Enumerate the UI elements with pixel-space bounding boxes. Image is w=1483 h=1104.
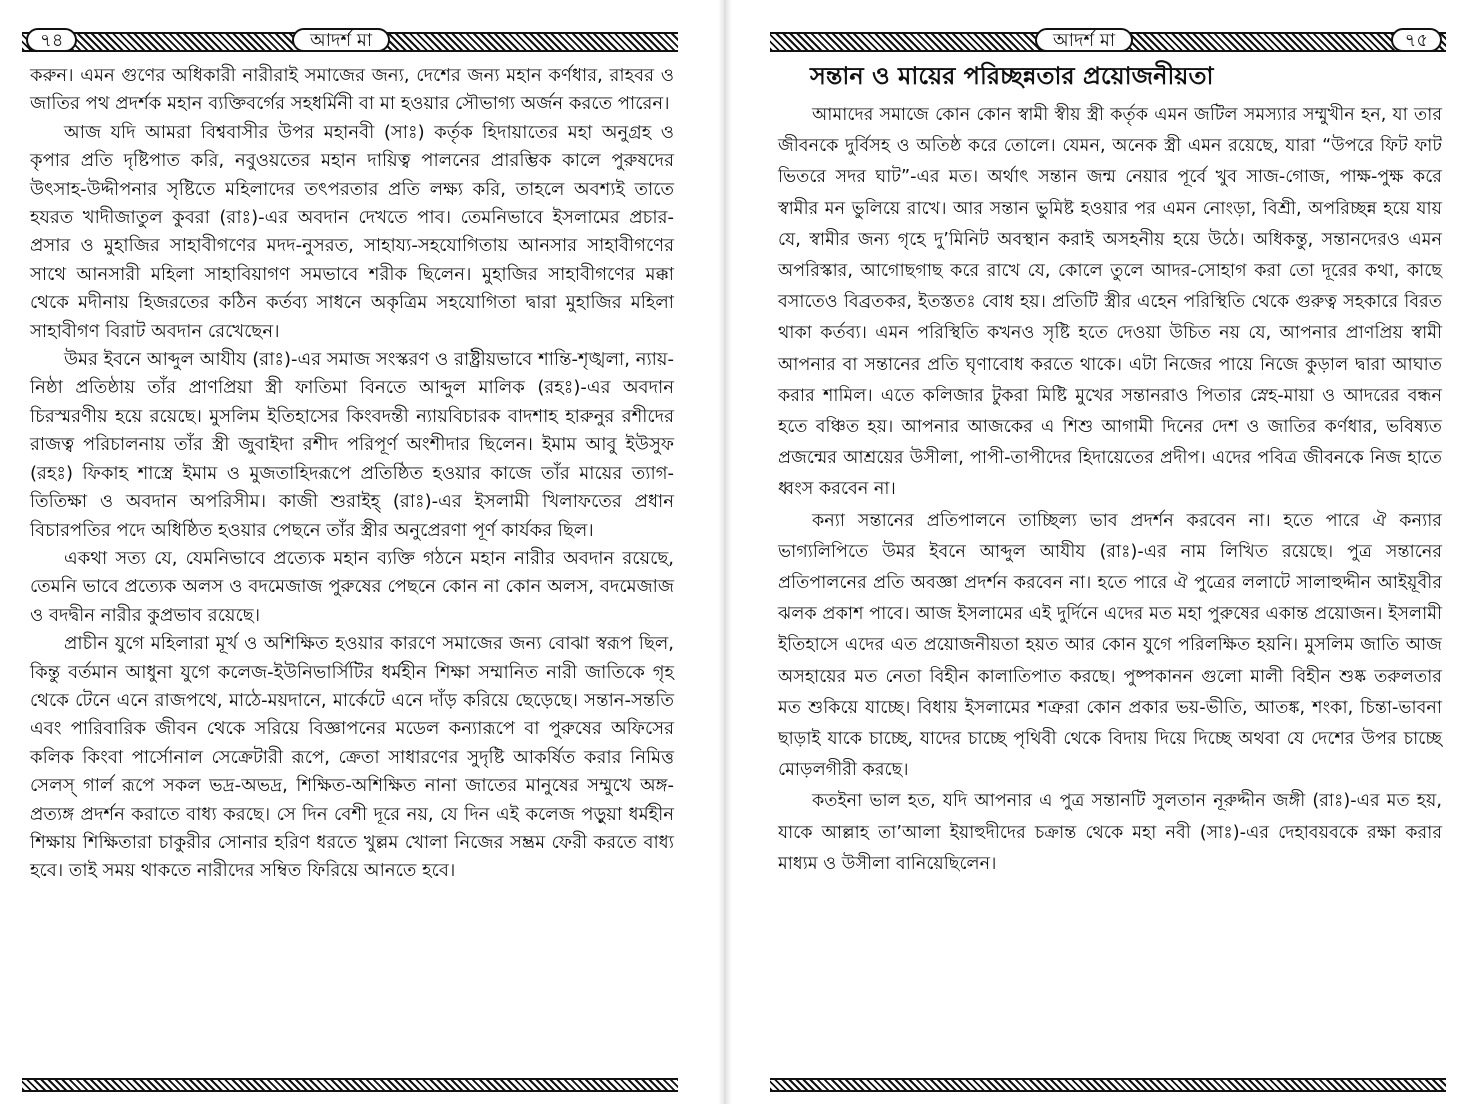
footer-decorative-border — [22, 1078, 678, 1092]
left-page-header — [22, 28, 678, 52]
left-page — [22, 0, 678, 1104]
left-running-title: আদর্শ মা — [292, 28, 390, 52]
paragraph: কন্যা সন্তানের প্রতিপালনে তাচ্ছিল্য ভাব প্রদর্শন করবেন না। হতে পারে ঐ কন্যার ভাগ্যলিপিতে উমর ইবনে আব্দুল আযীয (রাঃ)-এর নাম লিখিত রয়েছে। পুত্র সন্তানের প্রতিপালনের প্রতি অবজ্ঞা প্রদর্শন করবেন না। হতে পারে ঐ পুত্রের ললাটে সালাহুদ্দীন আইয়ূবীর ঝলক প্রকাশ পাবে। আজ ইসলামের এই দুর্দিনে এদের মত মহা পুরুষের একান্ত প্রয়োজন। ইসলামী ইতিহাসে এদের এত প্রয়োজনীয়তা হয়ত আর কোন যুগে পরিলক্ষিত হয়নি। মুসলিম জাতি আজ অসহায়ের মত নেতা বিহীন কালাতিপাত করছে। পুষ্পকানন গুলো মালী বিহীন শুষ্ক তরুলতার মত শুকিয়ে যাচ্ছে। বিধায় ইসলামের শত্রুরা কোন প্রকার ভয়-ভীতি, আতঙ্ক, শংকা, চিন্তা-ভাবনা ছাড়াই যাকে চাচ্ছে, যাদের চাচ্ছে পৃথিবী থেকে বিদায় দিয়ে দিচ্ছে অথবা যে দেশের উপর চাচ্ছে মোড়লগীরী করছে। — [778, 510, 1442, 781]
right-running-title: আদর্শ মা — [1035, 28, 1133, 52]
right-page-number: ৭৫ — [1391, 28, 1442, 52]
paragraph: একথা সত্য যে, যেমনিভাবে প্রত্যেক মহান ব্যক্তি গঠনে মহান নারীর অবদান রয়েছে, তেমনি ভাবে প্রত্যেক অলস ও বদমেজাজ পুরুষের পেছনে কোন না কোন অলস, বদমেজাজ ও বদদ্বীন নারীর কুপ্রভাব রয়েছে। — [30, 547, 674, 626]
right-page — [770, 0, 1446, 1104]
paragraph: আমাদের সমাজে কোন কোন স্বামী স্বীয় স্ত্রী কর্তৃক এমন জটিল সমস্যার সম্মুখীন হন, যা তার জীবনকে দুর্বিসহ ও অতিষ্ঠ করে তোলে। যেমন, অনেক স্ত্রী এমন রয়েছে, যারা “উপরে ফিট ফাট ভিতরে সদর ঘাট”-এর মত। অর্থাৎ সন্তান জন্ম নেয়ার পূর্বে খুব সাজ-গোজ, পাক্ষ-পুক্ষ করে স্বামীর মন ভুলিয়ে রাখে। আর সন্তান ভুমিষ্ট হওয়ার পর এমন নোংড়া, বিশ্রী, অপরিচ্ছন্ন হয়ে যায় যে, স্বামীর জন্য গৃহে দু’মিনিট অবস্থান করাই অসহনীয় হয়ে উঠে। অধিকন্তু, সন্তানদেরও এমন অপরিস্কার, আগোছগাছ করে রাখে যে, কোলে তুলে আদর-সোহাগ করা তো দূরের কথা, কাছে বসাতেও বিব্রতকর, ইতস্ততঃ বোধ হয়। প্রতিটি স্ত্রীর এহেন পরিস্থিতি থেকে গুরুত্ব সহকারে বিরত থাকা কর্তব্য। এমন পরিস্থিতি কখনও সৃষ্টি হতে দেওয়া উচিত নয় যে, আপনার প্রাণপ্রিয় স্বামী আপনার বা সন্তানের প্রতি ঘৃণাবোধ করতে থাকে। এটা নিজের পায়ে নিজে কুড়াল দ্বারা আঘাত করার শামিল। এতে কলিজার টুকরা মিষ্টি মুখের সন্তানরাও পিতার স্নেহ-মায়া ও আদরের বন্ধন হতে বঞ্চিত হয়। আপনার আজকের এ শিশু আগামী দিনের দেশ ও জাতির কর্ণধার, ভবিষ্যত প্রজন্মের আশ্রয়ের উসীলা, পাপী-তাপীদের হিদায়েতের প্রদীপ। এদের পবিত্র জীবনকে নিজ হাতে ধ্বংস করবেন না। — [778, 105, 1442, 500]
left-page-body — [30, 62, 674, 886]
book-gutter — [718, 0, 732, 1104]
paragraph: উমর ইবনে আব্দুল আযীয (রাঃ)-এর সমাজ সংস্করণ ও রাষ্ট্রীয়ভাবে শান্তি-শৃঙ্খলা, ন্যায়-নিষ্ঠা প্রতিষ্ঠায় তাঁর প্রাণপ্রিয়া স্ত্রী ফাতিমা বিনতে আব্দুল মালিক (রহঃ)-এর অবদান চিরস্মরণীয় হয়ে রয়েছে। মুসলিম ইতিহাসের কিংবদন্তী ন্যায়বিচারক বাদশাহ হারুনুর রশীদের রাজত্ব পরিচালনায় তাঁর স্ত্রী জুবাইদা রশীদ পরিপূর্ণ অংশীদার ছিলেন। ইমাম আবু ইউসুফ (রহঃ) ফিকাহ শাস্ত্রে ইমাম ও মুজতাহিদরূপে প্রতিষ্ঠিত হওয়ার কাজে তাঁর মায়ের ত্যাগ-তিতিক্ষা ও অবদান অপরিসীম। কাজী শুরাইহ্ (রাঃ)-এর ইসলামী খিলাফতের প্রধান বিচারপতির পদে অধিষ্ঠিত হওয়ার পেছনে তাঁর স্ত্রীর অনুপ্রেরণা পূর্ণ কার্যকর ছিল। — [30, 349, 674, 541]
paragraph: করুন। এমন গুণের অধিকারী নারীরাই সমাজের জন্য, দেশের জন্য মহান কর্ণধার, রাহবর ও জাতির পথ প্রদর্শক মহান ব্যক্তিবর্গের সহধর্মিনী বা মা হওয়ার সৌভাগ্য অর্জন করতে পারেন। — [30, 65, 674, 115]
section-heading: সন্তান ও মায়ের পরিচ্ছন্নতার প্রয়োজনীয়তা — [810, 62, 1214, 90]
paragraph: প্রাচীন যুগে মহিলারা মূর্খ ও অশিক্ষিত হওয়ার কারণে সমাজের জন্য বোঝা স্বরূপ ছিল, কিন্তু বর্তমান আধুনা যুগে কলেজ-ইউনিভার্সিটির ধর্মহীন শিক্ষা সম্মানিত নারী জাতিকে গৃহ থেকে টেনে এনে রাজপথে, মাঠে-ময়দানে, মার্কেটে এনে দাঁড় করিয়ে ছেড়েছে। সন্তান-সন্ততি এবং পারিবারিক জীবন থেকে সরিয়ে বিজ্ঞাপনের মডেল কন্যারূপে বা পুরুষের অফিসের কলিক কিংবা পার্সোনাল সেক্রেটারী রূপে, ক্রেতা সাধারণের সুদৃষ্টি আকর্ষিত করার নিমিত্ত সেলস্ গার্ল রূপে সকল ভদ্র-অভদ্র, শিক্ষিত-অশিক্ষিত নানা জাতের মানুষের সম্মুখে অঙ্গ-প্রত্যঙ্গ প্রদর্শন করাতে বাধ্য করছে। সে দিন বেশী দূরে নয়, যে দিন এই কলেজ পড়ুয়া ধর্মহীন শিক্ষায় শিক্ষিতারা চাকুরীর সোনার হরিণ ধরতে খুল্লম খোলা নিজের সম্ভ্রম ফেরী করতে বাধ্য হবে। তাই সময় থাকতে নারীদের সম্বিত ফিরিয়ে আনতে হবে। — [30, 633, 674, 882]
right-page-header — [770, 28, 1446, 52]
paragraph: আজ যদি আমরা বিশ্ববাসীর উপর মহানবী (সাঃ) কর্তৃক হিদায়াতের মহা অনুগ্রহ ও কৃপার প্রতি দৃষ্টিপাত করি, নবুওয়তের মহান দায়িত্ব পালনের প্রারম্ভিক কালে পুরুষদের উৎসাহ-উদ্দীপনার সৃষ্টিতে মহিলাদের তৎপরতার প্রতি লক্ষ্য করি, তাহলে অবশ্যই তাতে হযরত খাদীজাতুল কুবরা (রাঃ)-এর অবদান দেখতে পাব। তেমনিভাবে ইসলামের প্রচার-প্রসার ও মুহাজির সাহাবীগণের মদদ-নুসরত, সাহায্য-সহযোগিতায় আনসার সাহাবীগণের সাথে আনসারী মহিলা সাহাবিয়াগণ সমভাবে শরীক ছিলেন। মুহাজির সাহাবীগণের মক্কা থেকে মদীনায় হিজরতের কঠিন কর্তব্য সাধনে অকৃত্রিম সহযোগিতা দ্বারা মুহাজির মহিলা সাহাবীগণ বিরাট অবদান রেখেছেন। — [30, 121, 674, 342]
footer-decorative-border — [770, 1078, 1446, 1092]
left-page-number: ৭৪ — [26, 28, 77, 52]
paragraph: কতইনা ভাল হত, যদি আপনার এ পুত্র সন্তানটি সুলতান নূরুদ্দীন জঙ্গী (রাঃ)-এর মত হয়, যাকে আল্লাহ তা’আলা ইয়াহুদীদের চক্রান্ত থেকে মহা নবী (সাঃ)-এর দেহাবয়বকে রক্ষা করার মাধ্যম ও উসীলা বানিয়েছিলেন। — [778, 791, 1442, 874]
right-page-body — [778, 100, 1442, 880]
